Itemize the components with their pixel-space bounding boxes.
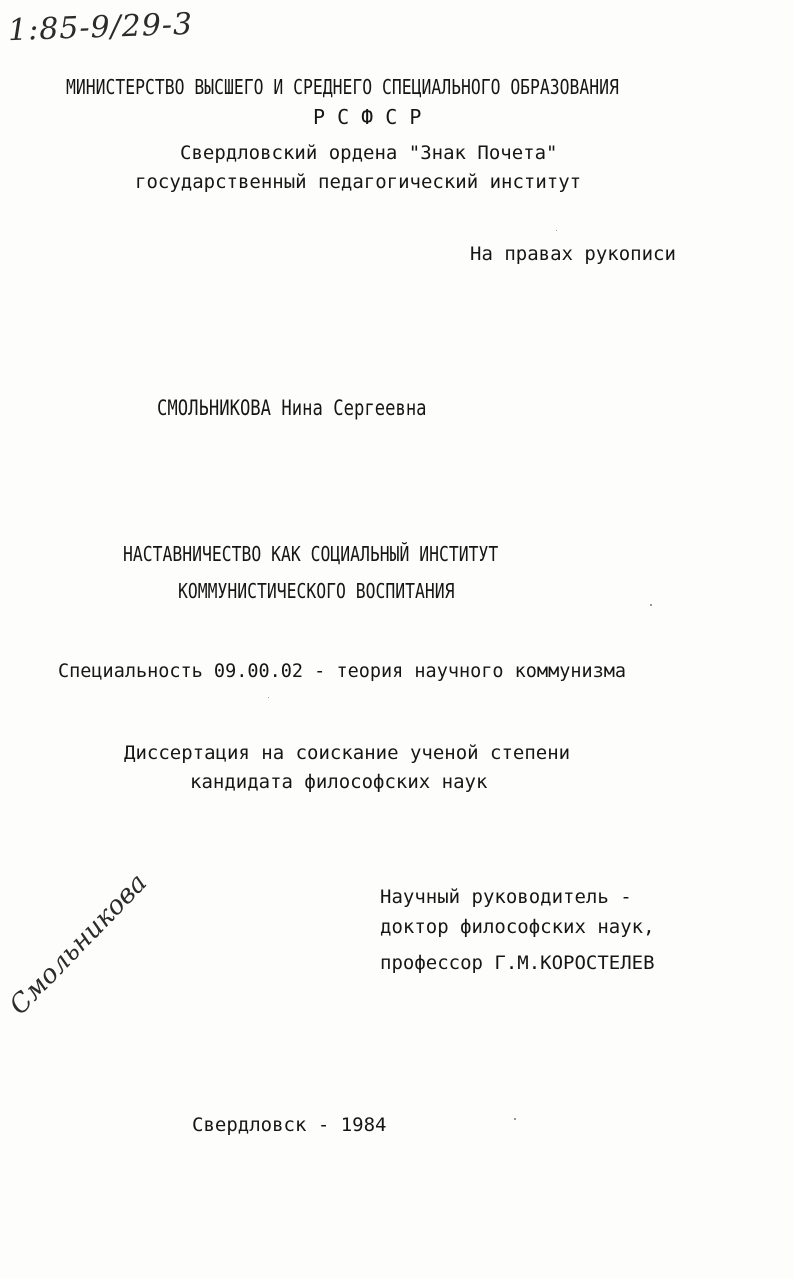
degree-line-2: кандидата философских наук [190, 771, 488, 793]
degree-line-1: Диссертация на соискание ученой степени [124, 742, 571, 764]
ministry-heading: МИНИСТЕРСТВО ВЫСШЕГО И СРЕДНЕГО СПЕЦИАЛЬНОГО ОБРАЗОВАНИЯ [66, 75, 619, 99]
paper-speck [556, 230, 557, 231]
institute-name-line-1: Свердловский ордена "Знак Почета" [180, 142, 558, 164]
dissertation-title-line-1: НАСТАВНИЧЕСТВО КАК СОЦИАЛЬНЫЙ ИНСТИТУТ [123, 542, 499, 566]
republic-heading: Р С Ф С Р [313, 105, 422, 129]
supervisor-line-3: профессор Г.М.КОРОСТЕЛЕВ [380, 952, 655, 974]
author-name: СМОЛЬНИКОВА Нина Сергеевна [157, 396, 427, 420]
manuscript-rights-note: На правах рукописи [470, 243, 676, 265]
dissertation-title-line-2: КОММУНИСТИЧЕСКОГО ВОСПИТАНИЯ [178, 579, 455, 603]
handwritten-archive-number: 1:85-9/29-3 [7, 6, 194, 49]
institute-name-line-2: государственный педагогический институт [135, 171, 582, 193]
paper-speck [514, 1118, 516, 1120]
supervisor-line-2: доктор философских наук, [380, 916, 655, 938]
handwritten-signature: Смольникова [4, 868, 154, 1021]
paper-speck [268, 697, 269, 698]
supervisor-line-1: Научный руководитель - [380, 886, 632, 908]
paper-speck [650, 604, 652, 606]
specialty-line: Специальность 09.00.02 - теория научного коммунизма [58, 661, 627, 682]
place-and-year: Свердловск - 1984 [192, 1114, 387, 1136]
